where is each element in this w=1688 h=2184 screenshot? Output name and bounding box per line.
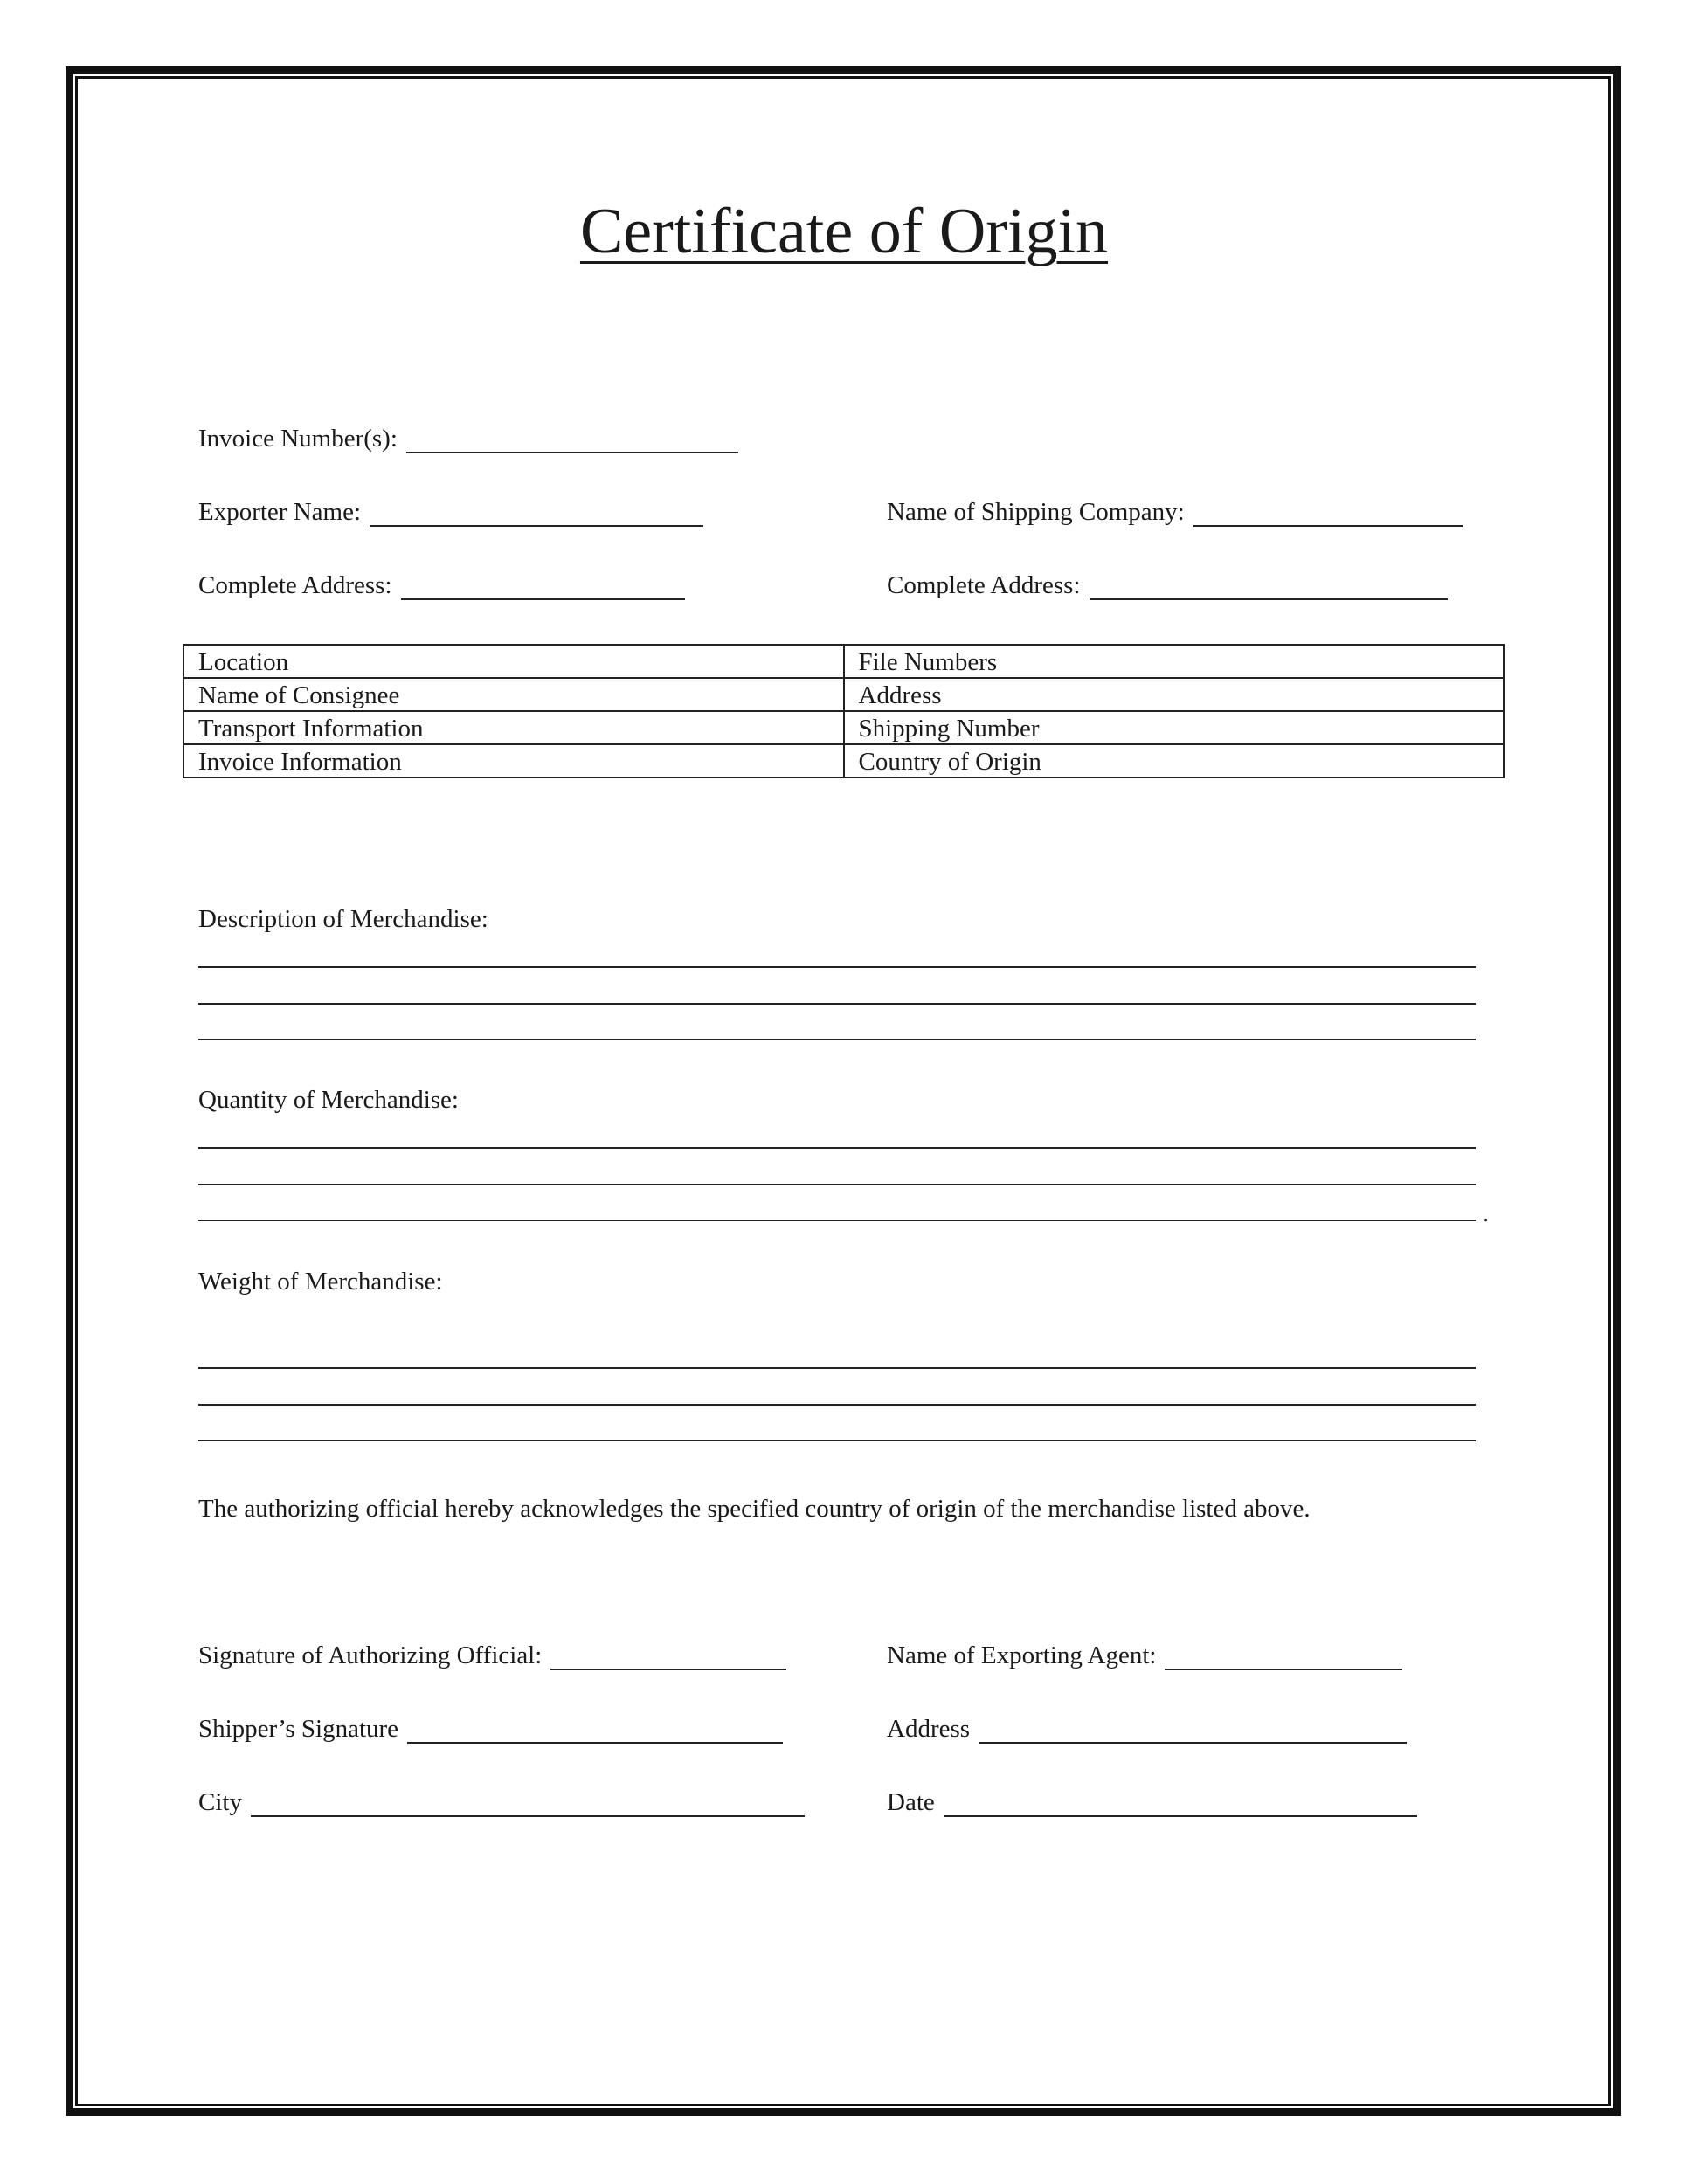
weight-line-2[interactable] xyxy=(198,1404,1476,1406)
exporter-name-label: Exporter Name: xyxy=(198,498,362,526)
table-cell[interactable]: Country of Origin xyxy=(844,744,1505,778)
official-signature-blank[interactable] xyxy=(550,1646,786,1670)
weight-line-3[interactable] xyxy=(198,1440,1476,1441)
shipping-address-label: Complete Address: xyxy=(887,571,1081,599)
quantity-line-2[interactable] xyxy=(198,1184,1476,1185)
agent-address-blank[interactable] xyxy=(979,1719,1407,1744)
shipper-signature-field xyxy=(198,1714,783,1744)
shipping-address-field xyxy=(887,570,1448,600)
invoice-numbers-label: Invoice Number(s): xyxy=(198,425,398,453)
table-cell[interactable]: File Numbers xyxy=(844,645,1505,678)
shipping-company-field xyxy=(887,497,1463,527)
table-row xyxy=(183,678,1504,711)
table-row xyxy=(183,744,1504,778)
exporter-name-field xyxy=(198,497,703,527)
table-cell[interactable]: Shipping Number xyxy=(844,711,1505,744)
description-label: Description of Merchandise: xyxy=(198,905,488,933)
official-signature-field xyxy=(198,1641,786,1670)
exporter-address-blank[interactable] xyxy=(401,576,685,600)
shipper-signature-label: Shipper’s Signature xyxy=(198,1715,399,1743)
table-cell[interactable]: Address xyxy=(844,678,1505,711)
acknowledgement-statement: The authorizing official hereby acknowledges the specified country of origin of the merchandise listed above. xyxy=(198,1495,1311,1523)
date-blank[interactable] xyxy=(944,1793,1417,1817)
weight-line-1[interactable] xyxy=(198,1367,1476,1369)
shipping-address-blank[interactable] xyxy=(1090,576,1448,600)
document-title xyxy=(0,196,1688,267)
date-label: Date xyxy=(887,1788,935,1816)
table-cell[interactable]: Transport Information xyxy=(183,711,844,744)
exporter-address-label: Complete Address: xyxy=(198,571,392,599)
shipper-signature-blank[interactable] xyxy=(407,1719,783,1744)
description-line-1[interactable] xyxy=(198,966,1476,968)
agent-address-field xyxy=(887,1714,1407,1744)
table-cell[interactable]: Location xyxy=(183,645,844,678)
weight-label: Weight of Merchandise: xyxy=(198,1268,443,1296)
shipping-company-blank[interactable] xyxy=(1193,502,1463,527)
exporting-agent-field xyxy=(887,1641,1402,1670)
invoice-numbers-field xyxy=(198,424,738,453)
date-field xyxy=(887,1787,1417,1817)
table-cell[interactable]: Name of Consignee xyxy=(183,678,844,711)
title-text: Certificate of Origin xyxy=(579,196,1109,267)
table-row xyxy=(183,711,1504,744)
info-table xyxy=(183,644,1505,778)
exporting-agent-label: Name of Exporting Agent: xyxy=(887,1641,1157,1669)
exporter-name-blank[interactable] xyxy=(370,502,703,527)
city-label: City xyxy=(198,1788,242,1816)
quantity-end-mark: . xyxy=(1483,1199,1490,1227)
official-signature-label: Signature of Authorizing Official: xyxy=(198,1641,543,1669)
city-blank[interactable] xyxy=(251,1793,805,1817)
city-field xyxy=(198,1787,805,1817)
exporter-address-field xyxy=(198,570,685,600)
agent-address-label: Address xyxy=(887,1715,971,1743)
quantity-line-3[interactable] xyxy=(198,1220,1476,1221)
quantity-label: Quantity of Merchandise: xyxy=(198,1086,459,1114)
invoice-numbers-blank[interactable] xyxy=(406,429,738,453)
shipping-company-label: Name of Shipping Company: xyxy=(887,498,1185,526)
exporting-agent-blank[interactable] xyxy=(1165,1646,1402,1670)
table-row xyxy=(183,645,1504,678)
table-cell[interactable]: Invoice Information xyxy=(183,744,844,778)
quantity-line-1[interactable] xyxy=(198,1147,1476,1149)
description-line-2[interactable] xyxy=(198,1003,1476,1005)
description-line-3[interactable] xyxy=(198,1039,1476,1040)
